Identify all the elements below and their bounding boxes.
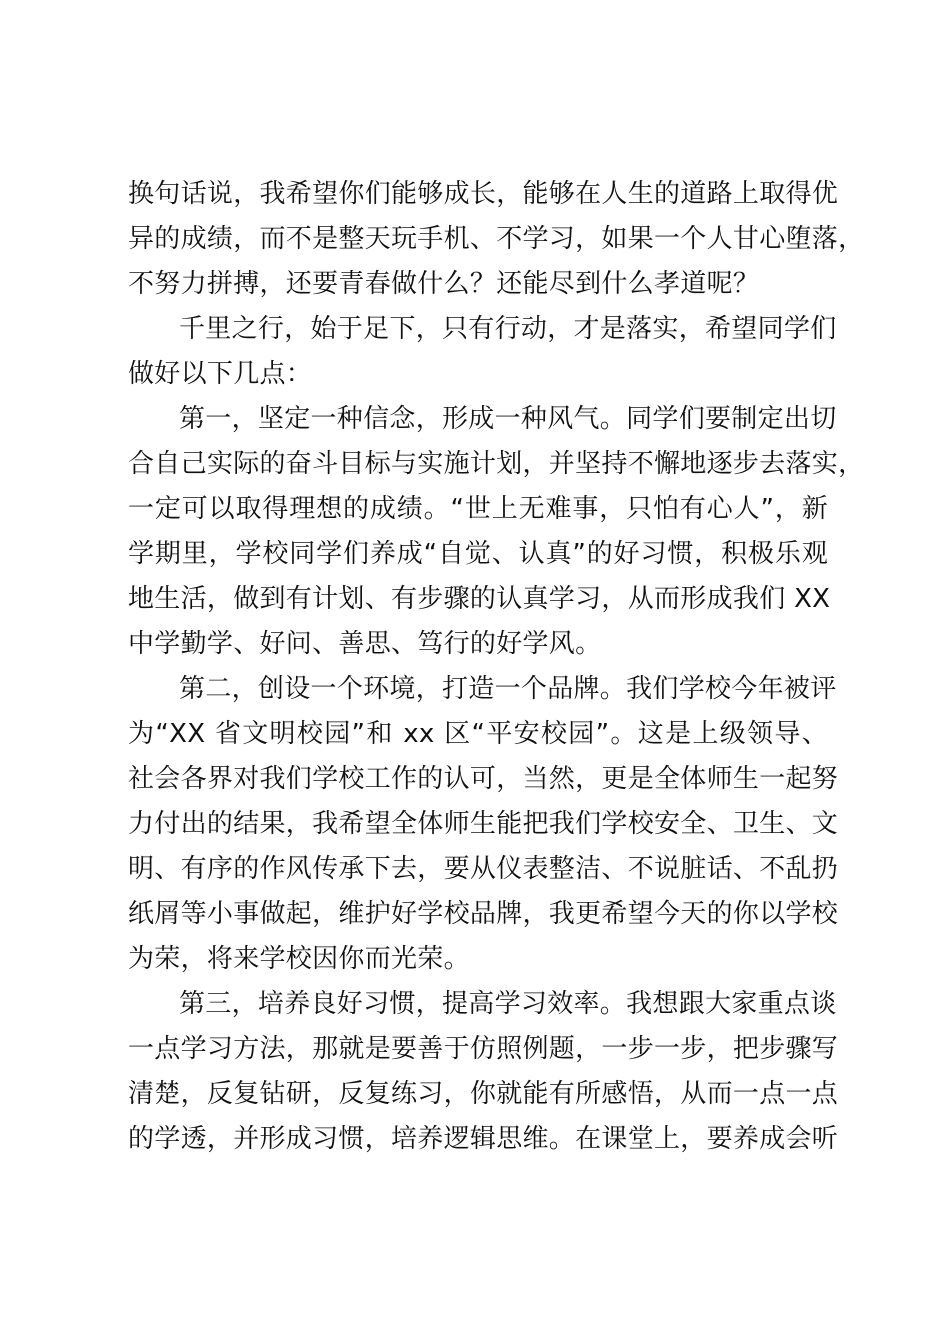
paragraph-first-line: 千里之行，始于足下，只有行动，才是落实，希望同学们 xyxy=(179,314,837,344)
text-line: 地生活，做到有计划、有步骤的认真学习，从而形成我们 XX xyxy=(128,584,831,614)
text-line: 清楚，反复钻研，反复练习，你就能有所感悟，从而一点一点 xyxy=(128,1079,839,1109)
text-line: 一定可以取得理想的成绩。“世上无难事，只怕有心人”，新 xyxy=(128,494,828,524)
text-line: 的学透，并形成习惯，培养逻辑思维。在课堂上，要养成会听 xyxy=(128,1124,839,1154)
paragraph-first-line: 第三，培养良好习惯，提高学习效率。我想跟大家重点谈 xyxy=(179,989,837,1019)
text-line: 为荣，将来学校因你而光荣。 xyxy=(128,944,470,974)
text-line: 为“XX 省文明校园”和 xx 区“平安校园”。这是上级领导、 xyxy=(128,719,828,749)
text-line: 中学勤学、好问、善思、笃行的好学风。 xyxy=(128,629,602,659)
text-line: 不努力拼搏，还要青春做什么？还能尽到什么孝道呢？ xyxy=(128,269,760,299)
text-line: 换句话说，我希望你们能够成长，能够在人生的道路上取得优 xyxy=(128,179,839,209)
text-line: 力付出的结果，我希望全体师生能把我们学校安全、卫生、文 xyxy=(128,809,839,839)
text-line: 一点学习方法，那就是要善于仿照例题，一步一步，把步骤写 xyxy=(128,1034,839,1064)
text-line: 学期里，学校同学们养成“自觉、认真”的好习惯，积极乐观 xyxy=(128,539,828,569)
paragraph-first-line: 第一，坚定一种信念，形成一种风气。同学们要制定出切 xyxy=(179,404,837,434)
text-line: 做好以下几点： xyxy=(128,359,313,389)
text-line: 异的成绩，而不是整天玩手机、不学习，如果一个人甘心堕落， xyxy=(128,224,865,254)
text-line: 合自己实际的奋斗目标与实施计划，并坚持不懈地逐步去落实， xyxy=(128,449,865,479)
paragraph-first-line: 第二，创设一个环境，打造一个品牌。我们学校今年被评 xyxy=(179,674,837,704)
text-line: 纸屑等小事做起，维护好学校品牌，我更希望今天的你以学校 xyxy=(128,899,839,929)
text-line: 明、有序的作风传承下去，要从仪表整洁、不说脏话、不乱扔 xyxy=(128,854,839,884)
text-line: 社会各界对我们学校工作的认可，当然，更是全体师生一起努 xyxy=(128,764,839,794)
